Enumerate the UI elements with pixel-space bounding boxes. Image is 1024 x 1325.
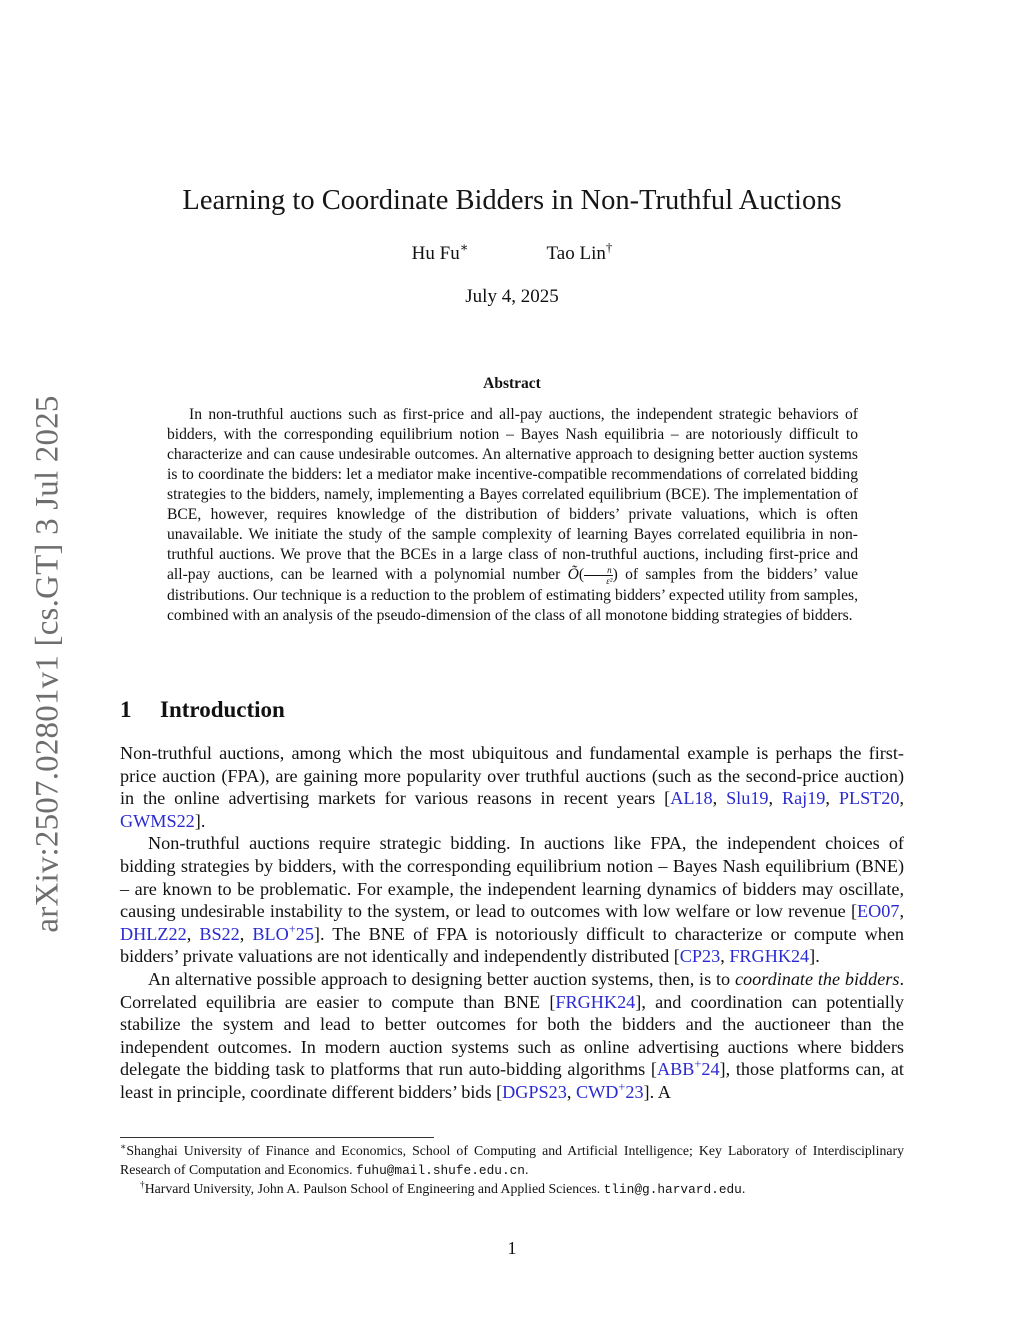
section-heading-introduction: 1 Introduction	[120, 697, 285, 722]
citation-link[interactable]: ABB+24	[656, 1057, 720, 1080]
abstract-body: In non-truthful auctions such as first-price and all-pay auctions, the independent strategic behaviors of bidders, with the corresponding equilibrium notion – Bayes Nash equilibria – are notoriously difficult to characterize and can cause undesirable outcomes. An alternative approach to designing better auction systems is to coordinate the bidders: let a mediator make incentive-compatible recommendations of correlated bidding strategies to the bidders, namely, implementing a Bayes correlated equilibrium (BCE). The implementation of BCE, however, requires knowledge of the distribution of bidders’ private valuations, which is often unavailable. We initiate the study of the sample complexity of learning Bayes correlated equilibria in non-truthful auctions. We prove that the BCEs in a large class of non-truthful auctions, including first-price and all-pay auctions, can be learned with a polynomial number Õ( $\frac{n}{\text{ε²}}$ ) of samples from the bidders’ value distributions. Our technique is a reduction to the problem of estimating bidders’ expected utility from samples, combined with an analysis of the pseudo-dimension of the class of all monotone bidding strategies of bidders.	[167, 406, 858, 624]
publication-date: July 4, 2025	[465, 286, 559, 307]
citation-link[interactable]: Slu19	[726, 788, 769, 809]
footnote-2: †Harvard University, John A. Paulson School of Engineering and Applied Sciences. tlin@g.harvard.edu.	[140, 1180, 746, 1197]
page-number: 1	[507, 1238, 517, 1258]
arxiv-identifier-stamp: arXiv:2507.02801v1 [cs.GT] 3 Jul 2025	[29, 395, 66, 933]
citation-link[interactable]: DGPS23	[502, 1081, 567, 1102]
citation-link[interactable]: FRGHK24	[555, 991, 636, 1012]
author-2: Tao Lin†	[546, 239, 613, 264]
citation-link[interactable]: CWD+23	[575, 1079, 644, 1102]
paragraph-2: Non-truthful auctions require strategic bidding. In auctions like FPA, the independent choices of bidding strategies by bidders, with the corresponding equilibrium notion – Bayes Nash equilibrium (BNE) – are known to be problematic. For example, the independent learning dynamics of bidders may oscillate, causing undesirable instability to the system, or lead to outcomes with low welfare or low revenue [EO07, DHLZ22, BS22, BLO+25]. The BNE of FPA is notoriously difficult to characterize or compute when bidders’ private valuations are not identically and independently distributed [CP23, FRGHK24].	[120, 833, 904, 967]
citation-link[interactable]: BS22	[199, 923, 240, 944]
citation-link[interactable]: Raj19	[781, 788, 826, 809]
footnote-1: ∗Shanghai University of Finance and Economics, School of Computing and Artificial Intelligence; Key Laboratory of Interdisciplinary Research of Computation and Economics. fuhu@mail.shufe.edu.cn.	[120, 1142, 904, 1178]
citation-link[interactable]: PLST20	[838, 788, 900, 809]
citation-link[interactable]: GWMS22	[120, 810, 195, 831]
citation-link[interactable]: BLO+25	[252, 921, 314, 944]
paragraph-3: An alternative possible approach to designing better auction systems, then, is to coordinate the bidders. Correlated equilibria are easier to compute than BNE [FRGHK24], and coordination can potentially stabilize the system and lead to better outcomes for both the bidders and the auctioneer than the independent outcomes. In modern auction systems such as online advertising auctions where bidders delegate the bidding task to platforms that run auto-bidding algorithms [ABB+24], those platforms can, at least in principle, coordinate different bidders’ bids [DGPS23, CWD+23]. A	[120, 968, 904, 1102]
introduction-body	[120, 742, 904, 1104]
abstract-heading: Abstract	[483, 375, 541, 392]
citation-link[interactable]: EO07	[857, 901, 900, 922]
author-2-email[interactable]: tlin@g.harvard.edu	[603, 1182, 742, 1197]
footnotes	[120, 1142, 904, 1200]
sample-complexity-formula: Õ( $\frac{n}{\text{ε²}}$ )	[567, 565, 618, 586]
author-list	[0, 239, 1024, 265]
paper-title: Learning to Coordinate Bidders in Non-Truthful Auctions	[182, 185, 842, 216]
paragraph-1: Non-truthful auctions, among which the most ubiquitous and fundamental example is perhaps the first-price auction (FPA), are gaining more popularity over truthful auctions (such as the second-price auction) in the online advertising markets for various reasons in recent years [AL18, Slu19, Raj19, PLST20, GWMS22].	[120, 743, 905, 831]
citation-link[interactable]: AL18	[670, 788, 713, 809]
citation-link[interactable]: CP23	[679, 946, 721, 967]
author-1-email[interactable]: fuhu@mail.shufe.edu.cn	[356, 1162, 525, 1178]
citation-link[interactable]: FRGHK24	[729, 946, 810, 967]
author-1: Hu Fu∗	[411, 239, 469, 264]
footnote-divider	[120, 1137, 434, 1138]
citation-link[interactable]: DHLZ22	[120, 923, 187, 944]
